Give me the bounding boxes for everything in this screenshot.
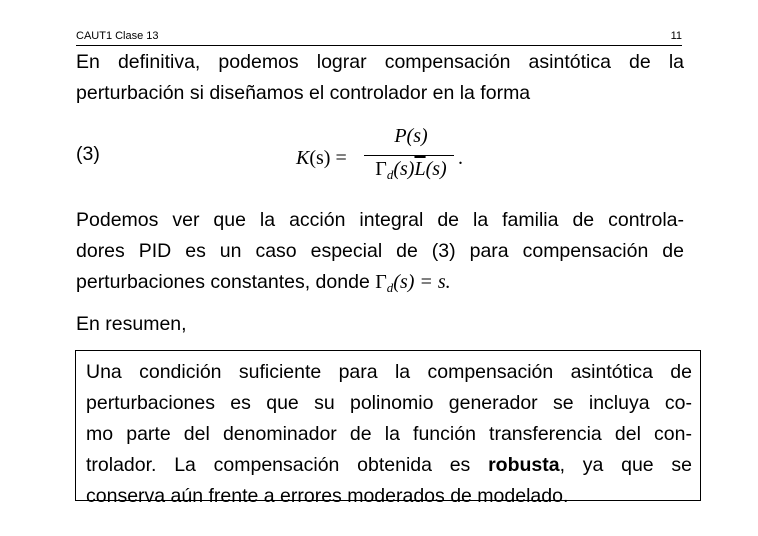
- boxed-line-4-before: trolador. La compensación obtenida es: [86, 454, 471, 476]
- intro-line-2: perturbación si diseñamos el controlador en la forma: [76, 82, 531, 104]
- intro-line-1: En definitiva, podemos lograr compensación asintótica de la: [76, 51, 684, 73]
- pid-line-3-text: perturbaciones constantes, donde: [76, 271, 370, 293]
- pid-paragraph: [76, 205, 684, 303]
- pid-line-1: Podemos ver que la acción integral de la familia de controla-: [76, 209, 684, 231]
- equation-lhs-arg: (s) =: [309, 147, 347, 169]
- header-course-title: CAUT1 Clase 13: [76, 30, 159, 42]
- summary-intro-text: En resumen,: [76, 313, 187, 335]
- equation-label: (3): [76, 143, 100, 165]
- boxed-line-5: conserva aún frente a errores moderados de modelado.: [86, 485, 569, 507]
- den-end: (s): [425, 158, 447, 180]
- header-page-number: 11: [670, 30, 682, 42]
- equation-numerator: P(s): [394, 125, 428, 147]
- boxed-line-4: [86, 450, 692, 481]
- boxed-line-4-after: , ya que se: [559, 454, 692, 476]
- pid-line-2: dores PID es un caso especial de (3) para compensación de: [76, 240, 684, 262]
- boxed-paragraph: [86, 357, 692, 512]
- summary-intro: [76, 309, 684, 340]
- boxed-line-2: perturbaciones es que su polinomio generador se incluya co-: [86, 392, 692, 414]
- pid-inline-math: [375, 271, 450, 293]
- equation-denominator: [364, 158, 458, 183]
- den-subscript: d: [386, 167, 394, 182]
- boxed-line-3: mo parte del denominador de la función transferencia del con-: [86, 423, 692, 445]
- pid-subscript: d: [386, 280, 394, 295]
- pid-math-rest: (s) = s.: [393, 271, 451, 293]
- summary-box: [75, 350, 701, 507]
- equation-lhs: [296, 147, 347, 170]
- den-gamma: Γ: [375, 158, 387, 180]
- equation-lhs-symbol: K: [296, 147, 310, 169]
- header-rule: [76, 45, 682, 46]
- boxed-line-1: Una condición suficiente para la compensación asintótica de: [86, 361, 692, 383]
- pid-line-3: [76, 267, 684, 303]
- pid-gamma: Γ: [375, 271, 387, 293]
- boxed-bold-robusta: robusta: [488, 454, 560, 476]
- den-mid: (s): [393, 158, 415, 180]
- equation-period: .: [458, 147, 463, 169]
- den-l-bar: $\overline{L}$: [414, 158, 426, 180]
- intro-paragraph: [76, 47, 684, 109]
- fraction-bar: [364, 155, 454, 156]
